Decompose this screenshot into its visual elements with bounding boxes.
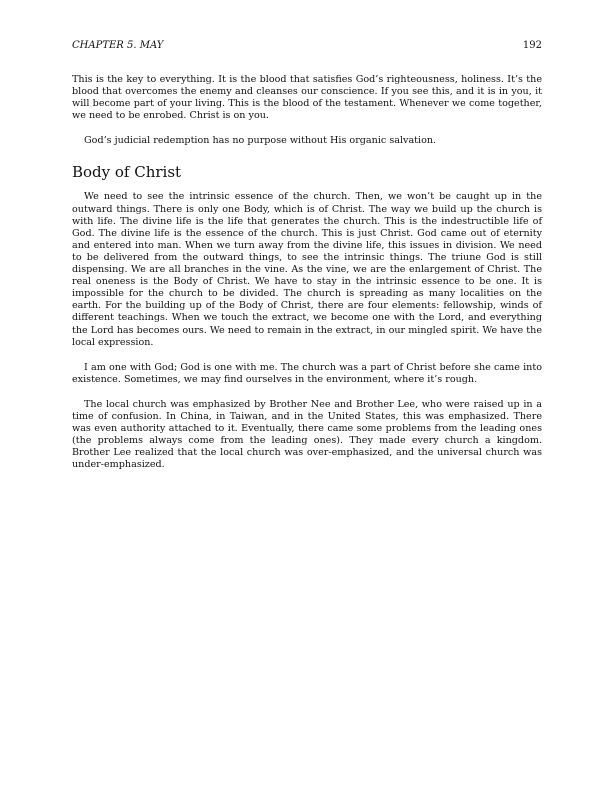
page-number: 192	[522, 40, 542, 51]
document-page	[72, 40, 542, 484]
running-header	[72, 40, 542, 52]
chapter-heading: CHAPTER 5. MAY	[72, 40, 164, 51]
section-title: Body of Christ	[72, 163, 182, 182]
section-paragraph-2: I am one with God; God is one with me. The church was a part of Christ before she came into existence. Sometimes, we may find ourselves in the environment, where it’s rough.	[72, 361, 542, 385]
intro-paragraph-1: This is the key to everything. It is the blood that satisfies God’s righteousness, holiness. It’s the blood that overcomes the enemy and cleanses our conscience. If you see this, and it is in you, it will become part of your living. This is the blood of the testament. Whenever we come together, we need to be enrobed. Christ is on you.	[72, 74, 542, 122]
intro-paragraph-2: God’s judicial redemption has no purpose without His organic salvation.	[84, 135, 437, 147]
section-paragraph-1: We need to see the intrinsic essence of the church. Then, we won’t be caught up in the outward things. There is only one Body, which is of Christ. The way we build up the church is with life. The divine life is the life that generates the church. This is the indestructible life of God. The divine life is the essence of the church. This is just Christ. God came out of eternity and entered into man. When we turn away from the divine life, this issues in division. We need to be delivered from the outward things, to see the intrinsic things. The triune God is still dispensing. We are all branches in the vine. As the vine, we are the enlargement of Christ. The real oneness is the Body of Christ. We have to stay in the intrinsic essence to be one. It is impossible for the church to be divided. The church is spreading as many localities on the earth. For the building up of the Body of Christ, there are four elements: fellowship, winds of different teachings. When we touch the extract, we become one with the Lord, and everything the Lord has becomes ours. We need to remain in the extract, in our mingled spirit. We have the local expression.	[72, 191, 542, 348]
section-paragraph-3: The local church was emphasized by Brother Nee and Brother Lee, who were raised up in a time of confusion. In China, in Taiwan, and in the United States, this was emphasized. There was even authority attached to it. Eventually, there came some problems from the leading ones (the problems always come from the leading ones). They made every church a kingdom. Brother Lee realized that the local church was over-emphasized, and the universal church was under-emphasized.	[72, 398, 542, 471]
